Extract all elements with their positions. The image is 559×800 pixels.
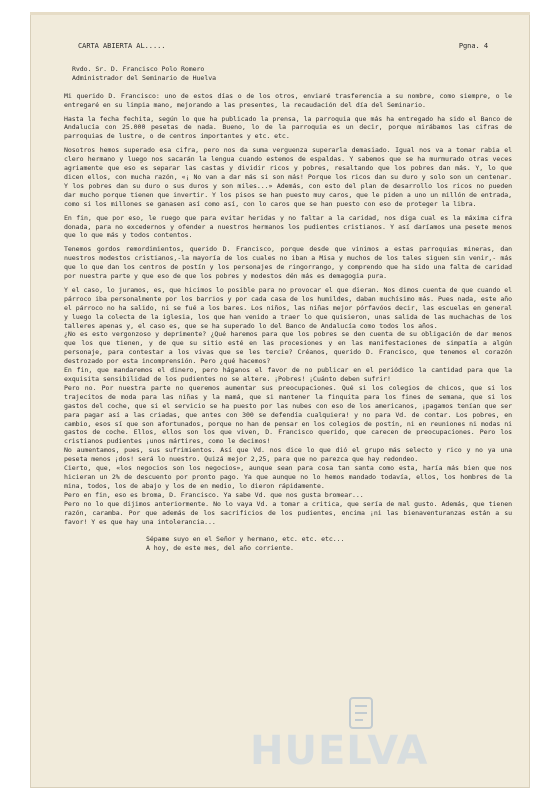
closing-line: Sépame suyo en el Señor y hermano, etc. etc. etc... — [146, 535, 345, 544]
closing-block — [146, 535, 512, 553]
paragraph: Pero no. Por nuestra parte no queremos aumentar sus preocupaciones. Qué si los colegios de chicos, que si los trajecitos de moda para las niñas y la mamá, que si mantener la finquita para los fines de semana, que si los gastos del coche, que si el servicio se ha puesto por las nubes con eso de los americanos, ¡pagamos tenían que ser para pagar así a las criadas, que antes con 300 se defendía cualquiera! y no para Vd. de contar. Los pobres, en cambio, esos sí que son afortunados, porque no han de pensar en los colegios de postín, ni en reuniones ni modas ni gastos de coche. Ellos, ellos son los que viven, D. Francisco querido, que carecen de preocupaciones. Pero los cristianos pudientes ¡unos mártires, como le decimos! — [64, 383, 512, 446]
page-number: Pgna. 4 — [458, 42, 488, 50]
paragraph: Cierto, que, «los negocios son los negocios», aunque sean para cosa tan santa como esta, haría más bien que nos hicieran un 2% de descuento por pronto pago. Ya que aunque no lo hemos mandado todavía, ellos, los hombres de la mina, todos, los de abajo y los de en medio, lo dieron rápidamente. — [64, 464, 512, 490]
paragraph: En fin, que por eso, le ruego que para evitar heridas y no faltar a la caridad, nos diga cual es la máxima cifra donada, para no excedernos y ofender a nuestros hermanos los pudientes cristianos. Y así daríamos una pesete menos que lo que más y todos contentos. — [64, 213, 512, 240]
paragraph: Nosotros hemos superado esa cifra, pero nos da suma verguenza superarla demasiado. Igual nos va a tomar rabia el clero hermano y luego nos sacarán la lengua cuando estemos de espaldas. Y sabemos que se ha murmurado otras veces agriamente que eso es separar las castas y dividir ricos y pobres, resaltando que los pobres dan más. Y, lo que dicen ellos, con mucha razón, «¡ No van a dar más si son más! Porque los ricos dan su duro y solo son un centenar. Y los pobres dan su duro o sus duros y son miles...» Además, con esto del plan de desarrollo los ricos no pueden dar mucho porque tienen que invertir. Y los pisos se han puesto muy caros, que le piden a uno un millón de entrada, como si los millones se ganasen así como así, con lo caros que se han puesto con eso de proteger la libra. — [64, 146, 512, 208]
closing-line: A hoy, de este mes, del año corriente. — [146, 544, 294, 553]
document-sheet — [30, 12, 530, 788]
paragraph: Y el caso, lo juramos, es, que hicimos lo posible para no provocar el que dieran. Nos dimos cuenta de que cuando el párroco iba personalmente por los barrios y por cada casa de los humildes, daban muchísimo más. Pues nada, este año el párroco no ha salido, ni se fué a los bares. Los niños, las niñas mejor pórfavóos decir, las escuelas en general y luego la colecta de la iglesia, los que han venido a traer lo que quisieron, unas salida de las muchachas de los talleres apenas y, el caso es, que se ha superado lo del Banco de Andalucía como todos los años. — [64, 285, 512, 330]
paragraph: Mi querido D. Francisco: uno de estos días o de los otros, enviaré trasferencia a su nombre, como siempre, o le entregaré en su limpia mano, mejorando a las presentes, la recaudación del día del Seminario. — [64, 91, 512, 109]
addressee-block — [72, 65, 512, 83]
letter-title: CARTA ABIERTA AL..... — [78, 42, 166, 50]
letter-header — [64, 42, 512, 51]
addressee-line: Administrador del Seminario de Huelva — [72, 73, 216, 82]
sheet-edge — [30, 12, 530, 15]
paragraph: ¿No es esto vergonzoso y deprimente? ¿Qué haremos para que los pobres se den cuenta de su obligación de dar menos que los que tienen, y de que su sitio esté en las procesiones y en las manifestaciones de simpatía a algún personaje, para contestar a los vivas que se les tercie? Créanos, querido D. Francisco, que tenemos el corazón destrozado por esta incomprensión. Pero ¿qué hacemos? — [64, 330, 512, 366]
archive-watermark: HUELVA — [250, 728, 429, 774]
archive-stamp-icon — [348, 696, 374, 730]
paragraph: En fin, que mandaremos el dinero, pero háganos el favor de no publicar en el periódico la cantidad para que la exquisita sensibilidad de los pudientes no se altere. ¡Pobres! ¡Cuánto deben sufrir! — [64, 366, 512, 383]
paragraph: Pero en fin, eso es broma, D. Francisco. Ya sabe Vd. que nos gusta bromear... — [64, 490, 364, 499]
paragraph: No aumentamos, pues, sus sufrimientos. Así que Vd. nos dice lo que dió el grupo más selecto y rico y no ya una peseta menos ¡dos! será lo nuestro. Quizá mejor 2,25, para que no parezca que hay redondeo. — [64, 446, 512, 464]
paragraph: Pero no lo que dijimos anteriormente. No lo vaya Vd. a tomar a critica, que sería de mal gusto. Además, que tienen razón, caramba. Por que además de los sacrificios de los pudientes, encima ¡ni las bienaventuranzas están a su favor! Y es que hay una intolerancia... — [64, 499, 512, 526]
addressee-line: Rvdo. Sr. D. Francisco Polo Romero — [72, 64, 205, 73]
paragraph: Hasta la fecha fechita, según lo que ha publicado la prensa, la parroquia que más ha entregado ha sido el Banco de Andalucía con 25.000 pesetas de nada. Bueno, lo de la parroquia es un decir, porque mirábamos las cifras de parroquias de lustre, o de centros importantes y etc. etc. — [64, 114, 512, 141]
letter-body — [64, 42, 512, 553]
paragraph: Tenemos gordos remordimientos, querido D. Francisco, porque desde que vinimos a estas parroquias mineras, dan nuestros modestos cristianos,-la mayoría de los cuales no iban a Misa y muchos de los tales siguen sin venir,- más que lo que dan los centros de postín y los personajes de ringorrango, y comprendo que ha sido una falta de caridad por nuestra parte y que eso de que los pobres y modestos dén más es demagogia pura. — [64, 245, 512, 281]
